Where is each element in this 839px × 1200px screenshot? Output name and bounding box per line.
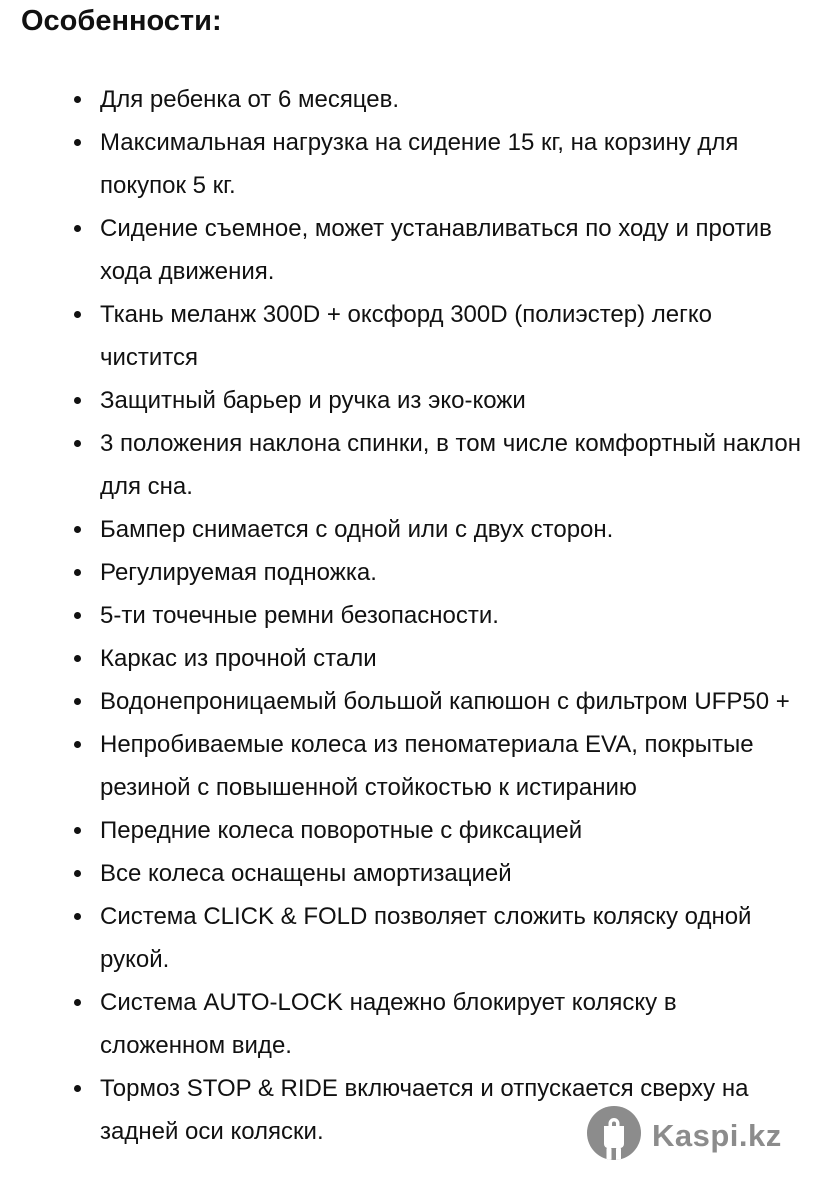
feature-item: Система AUTO-LOCK надежно блокирует коляску в сложенном виде.: [100, 981, 806, 1067]
feature-item: Ткань меланж 300D + оксфорд 300D (полиэстер) легко чистится: [100, 293, 806, 379]
feature-item: 3 положения наклона спинки, в том числе комфортный наклон для сна.: [100, 422, 806, 508]
feature-item: Водонепроницаемый большой капюшон с фильтром UFP50 +: [100, 680, 806, 723]
feature-item: Все колеса оснащены амортизацией: [100, 852, 806, 895]
features-list: [100, 78, 806, 1153]
feature-item: Защитный барьер и ручка из эко-кожи: [100, 379, 806, 422]
feature-item: Максимальная нагрузка на сидение 15 кг, на корзину для покупок 5 кг.: [100, 121, 806, 207]
features-heading: Особенности:: [21, 5, 222, 37]
feature-item: Каркас из прочной стали: [100, 637, 806, 680]
feature-item: Сидение съемное, может устанавливаться по ходу и против хода движения.: [100, 207, 806, 293]
feature-item: Передние колеса поворотные с фиксацией: [100, 809, 806, 852]
feature-item: Регулируемая подножка.: [100, 551, 806, 594]
feature-item: Система CLICK & FOLD позволяет сложить коляску одной рукой.: [100, 895, 806, 981]
feature-item: Непробиваемые колеса из пеноматериала EVA, покрытые резиной с повышенной стойкостью к истиранию: [100, 723, 806, 809]
feature-item: 5-ти точечные ремни безопасности.: [100, 594, 806, 637]
feature-item: Тормоз STOP & RIDE включается и отпускается сверху на задней оси коляски.: [100, 1067, 806, 1153]
feature-item: Бампер снимается с одной или с двух сторон.: [100, 508, 806, 551]
feature-item: Для ребенка от 6 месяцев.: [100, 78, 806, 121]
kaspi-watermark-text: Kaspi.kz: [652, 1118, 782, 1153]
